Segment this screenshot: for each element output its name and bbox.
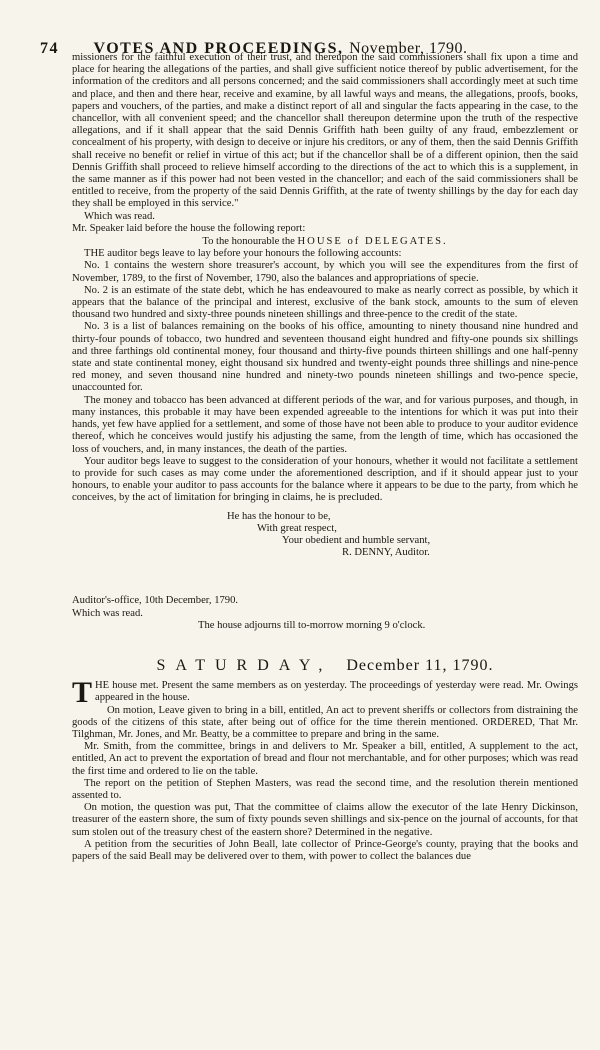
signature-name: R. DENNY, Auditor. [342,547,430,559]
drop-cap: T [72,676,93,710]
signature-line: He has the honour to be, [227,510,331,522]
paragraph [72,705,578,742]
paragraph: THE auditor begs leave to lay before your honours the following accounts: [84,248,402,260]
address-prefix: To the honourable the [202,236,295,248]
paragraph: No. 2 is an estimate of the state debt, which he has endeavoured to make as nearly correct as possible, by which it appears that the balance of the principal and interest, exclusive of the bank stock, amounts to the sum of eleven thousand two hundred and sixty-three pounds nineteen shillings and three-pence to the credit of the state. [72,284,578,321]
paragraph: Mr. Speaker laid before the house the following report: [72,222,306,234]
signature-line: Your obedient and humble servant, [282,534,431,546]
address-line [72,236,578,248]
paragraph-text: On motion, Leave given to bring in a bill, entitled, An act to prevent sheriffs or collectors from distraining the goods of the citizens of this state, after being out of office for the time therein mentioned. [72,704,578,728]
ordered-word: ORDERED, [482,716,536,728]
paragraph: The report on the petition of Stephen Masters, was read the second time, and the resolution therein mentioned assented to. [72,777,578,801]
paragraph: Your auditor begs leave to suggest to the consideration of your honours, whether it would not facilitate a settlement to provide for such cases as may come under the aforementioned description, and if it should appear just to your honours, to enable your auditor to pass accounts for the balance where it appears to be due to the party, from which he conceives, by the act of limitation for bringing in claims, he is precluded. [72,455,578,504]
paragraph: Mr. Smith, from the committee, brings in and delivers to Mr. Speaker a bill, entitled, A supplement to the act, entitled, An act to prevent the exportation of bread and flour not merchantable, and for other purposes; which was read the first time and ordered to lie on the table. [72,741,578,777]
paragraph: The money and tobacco has been advanced at different periods of the war, and for various purposes, and though, in many instances, this probable it may have been expended agreeable to the intentions for which it was put into their hands, yet few have applied for a settlement, and some of those have not been able to produce to your auditor evidence thereof, which he conceives would justify his adjusting the same, from the length of time, which has occasioned the loss of vouchers, and, in many instances, the death of the parties. [72,394,578,455]
page-header [40,40,570,58]
signature-line: With great respect, [257,522,337,534]
document-body [72,52,578,863]
adjournment: The house adjourns till to-morrow morning 9 o'clock. [198,619,426,631]
paragraph [72,676,578,710]
paragraph: Which was read. [72,607,143,619]
section-day: SATURDAY, [156,656,333,674]
running-date: November, 1790. [349,40,468,57]
section-heading [72,656,578,674]
paragraph: No. 3 is a list of balances remaining on the books of his office, amounting to ninety thousand nine hundred and thirty-four pounds of tobacco, two hundred and seventeen thousand eight hundred and fifty-one pounds six shillings and three farthings old continental money, four thousand and thirty-five pounds thirteen shillings and one half-penny state and state continental money, eight thousand six hundred and twenty-eight pounds three shillings and nine-pence red money, and seven thousand nine hundred and ninety-two pounds nineteen shillings and two-pence specie, unaccounted for. [72,321,578,394]
paragraph: Which was read. [84,210,155,222]
paragraph-text: That Mr. Tilghman, Mr. Jones, and Mr. Beatty, be a committee to prepare and bring in the same. [72,716,578,740]
paragraph: No. 1 contains the western shore treasurer's account, by which you will see the expenditures from the first of November, 1789, to the first of November, 1790, also the balances and appropriations of specie. [72,260,578,284]
office-dateline: Auditor's-office, 10th December, 1790. [72,595,239,607]
paragraph: missioners for the faithful execution of their trust, and thereupon the said commissioners shall fix upon a time and place for hearing the allegations of the parties, and shall give sufficient notice thereof by public advertisement, for the information of the creditors and all persons concerned; and the said commissioners shall accordingly meet at such time and place, and then and there hear, receive and examine, by all lawful ways and means, the allegations, proofs, books, papers and vouchers, of the parties, and make a distinct report of all and singular the facts appearing in the case, to the chancellor, with all convenient speed; and the chancellor shall thereupon determine upon the truth of the respective allegations, and if it shall appear that the said Dennis Griffith hath been guilty of any fraud, embezzlement or concealment of his property, with design to deceive or injure his creditors, or any of them, then the said Dennis Griffith shall receive no benefit or relief in virtue of this act; but if the chancellor shall be of a different opinion, then the said Dennis Griffith shall proceed to relieve himself according to the directions of the act to which this is a supplement, in the same manner as if this power had not been vested in the chancellor; and each of the said commissioners shall be entitled to receive, from the property of the said Dennis Griffith, at the rate of twenty shillings by the day for each day they shall be employed in this service." [72,52,578,210]
address-caps: HOUSE of DELEGATES. [297,236,448,248]
running-title: VOTES AND PROCEEDINGS, [93,40,344,57]
paragraph: On motion, the question was put, That the committee of claims allow the executor of the late Henry Dickinson, treasurer of the eastern shore, the sum of fixty pounds seven shillings and six-pence on the journal of accounts, for that sum stolen out of the treasury chest of the eastern shore? Determined in the negative. [72,802,578,838]
page-number: 74 [40,40,59,57]
paragraph-text: HE house met. Present the same members as on yesterday. The proceedings of yesterday were read. Mr. Owings appeared in the house. [95,680,578,704]
paragraph: A petition from the securities of John Beall, late collector of Prince-George's county, praying that the books and papers of the said Beall may be delivered over to them, with power to collect the balances due [72,838,578,862]
section-date: December 11, 1790. [346,656,494,674]
